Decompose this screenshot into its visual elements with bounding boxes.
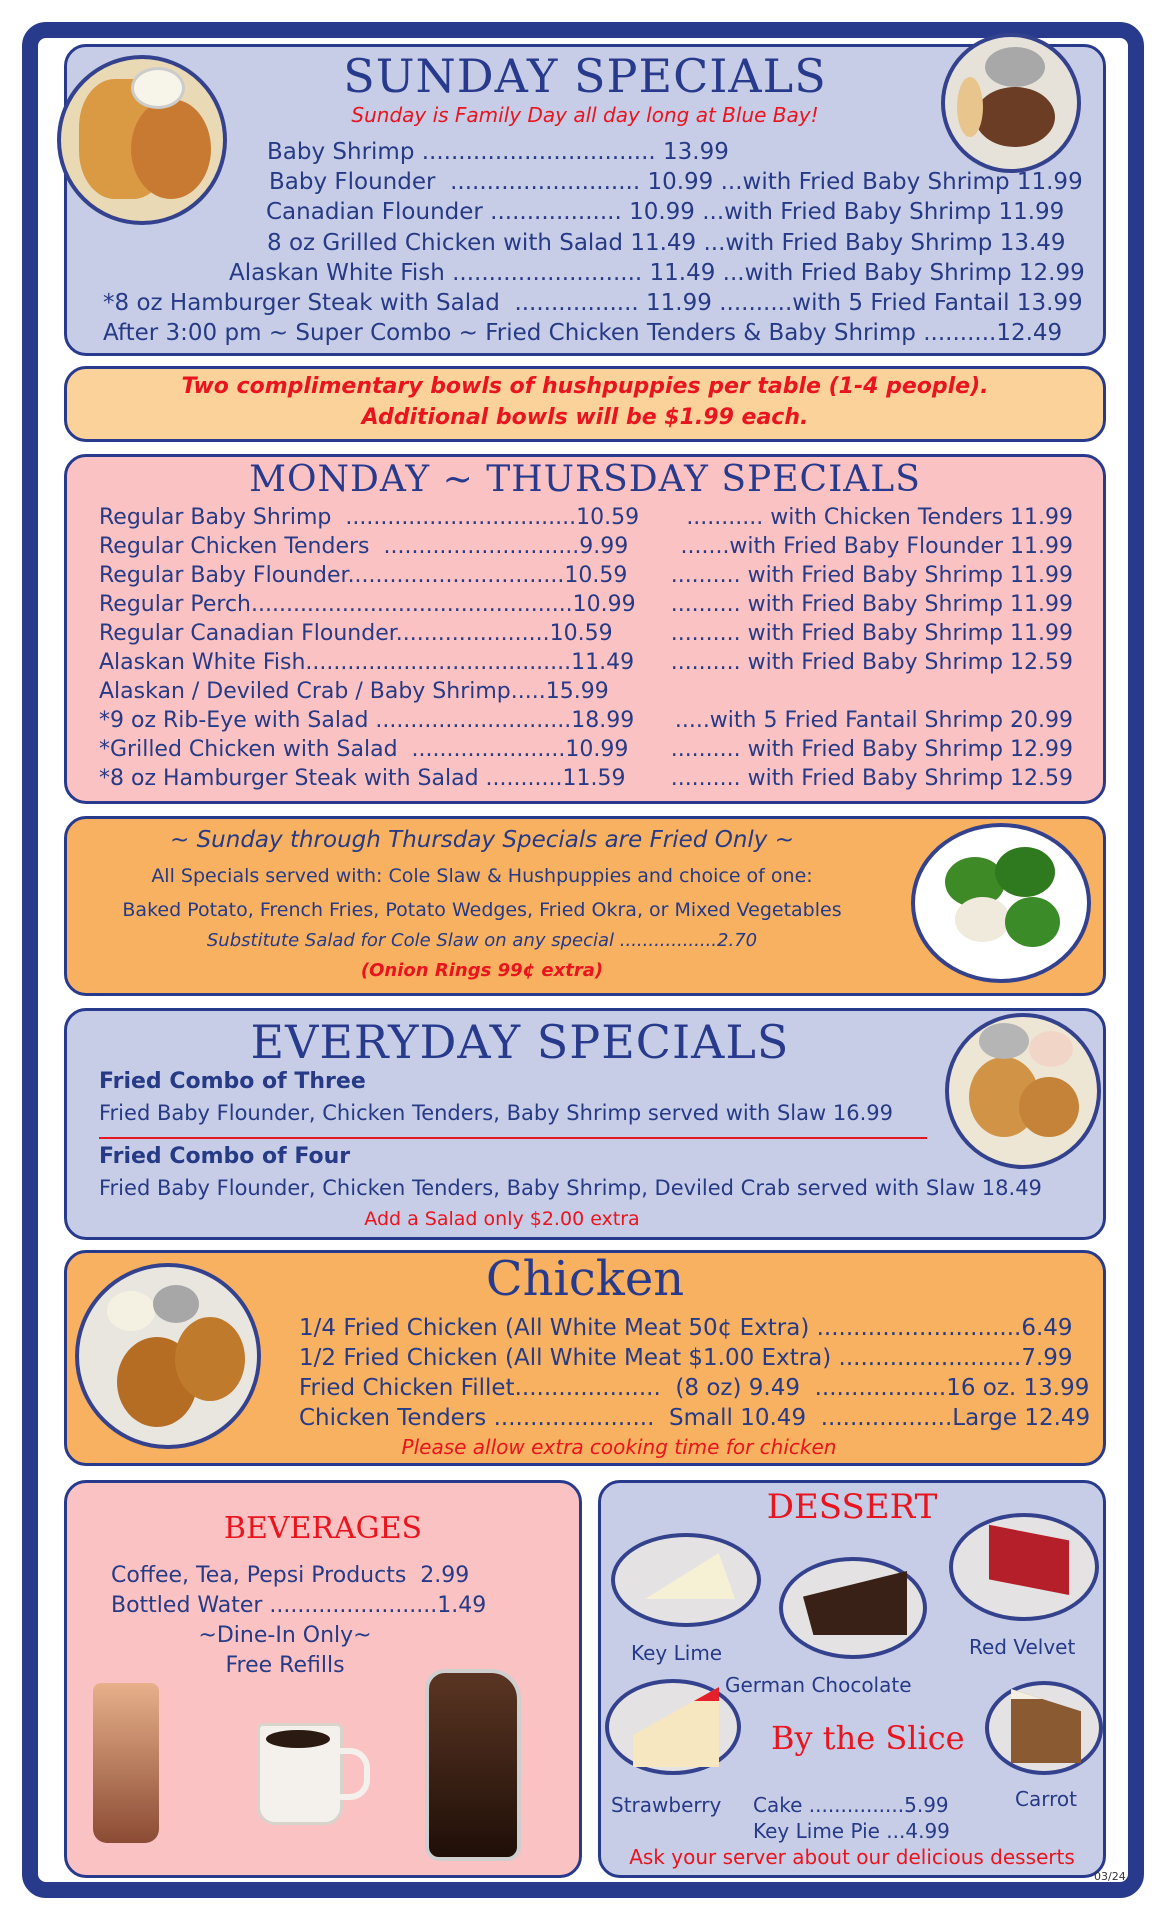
- red-velvet-cake-image: [949, 1513, 1099, 1621]
- carrot-cake-image: [985, 1681, 1103, 1775]
- sides-line-1: All Specials served with: Cole Slaw & Hushpuppies and choice of one:: [151, 865, 813, 887]
- chicken-title: Chicken: [485, 1251, 685, 1307]
- monday-row-item: Regular Baby Flounder...............................10.59: [99, 563, 628, 588]
- shrimp-fries-plate-image: [57, 55, 227, 225]
- german-chocolate-label: German Chocolate: [725, 1673, 912, 1697]
- salad-extra-note: Add a Salad only $2.00 extra: [364, 1208, 640, 1230]
- strawberry-cheesecake-image: [605, 1679, 741, 1775]
- sunday-title: SUNDAY SPECIALS: [343, 49, 827, 103]
- monday-row-item: Regular Canadian Flounder......................10.59: [99, 621, 613, 646]
- chicken-row: 1/4 Fried Chicken (All White Meat 50¢ Extra) ............................6.49: [299, 1315, 1073, 1341]
- by-the-slice-heading: By the Slice: [771, 1719, 965, 1757]
- monday-row-item: Alaskan / Deviled Crab / Baby Shrimp.....15.99: [99, 679, 609, 704]
- monday-row-combo: .......... with Fried Baby Shrimp 11.99: [670, 621, 1073, 646]
- hushpuppies-line-2: Additional bowls will be $1.99 each.: [361, 405, 809, 430]
- beverages-line-2: Bottled Water ........................1.49: [111, 1593, 487, 1618]
- sunday-row: *8 oz Hamburger Steak with Salad ................. 11.99 ..........with 5 Fried Fantail 13.99: [103, 290, 1083, 316]
- dessert-title: DESSERT: [766, 1487, 938, 1527]
- monday-row-item: Alaskan White Fish......................................11.49: [99, 650, 635, 675]
- beverages-line-1: Coffee, Tea, Pepsi Products 2.99: [111, 1563, 470, 1588]
- chicken-row: 1/2 Fried Chicken (All White Meat $1.00 Extra) .........................7.99: [299, 1345, 1073, 1371]
- beverages-line-3: ~Dine-In Only~: [198, 1623, 372, 1648]
- key-lime-label: Key Lime: [631, 1641, 723, 1665]
- chicken-row: Chicken Tenders ...................... Small 10.49 ..................Large 12.49: [299, 1405, 1091, 1431]
- everyday-specials-panel: [64, 1008, 1106, 1240]
- monday-row-combo: .......... with Fried Baby Shrimp 11.99: [670, 563, 1073, 588]
- sunday-row: After 3:00 pm ~ Super Combo ~ Fried Chicken Tenders & Baby Shrimp ..........12.49: [103, 320, 1063, 346]
- monday-thursday-panel: [64, 454, 1106, 804]
- key-lime-pie-price: Key Lime Pie ...4.99: [753, 1819, 950, 1843]
- combo-four-name: Fried Combo of Four: [99, 1144, 351, 1169]
- monday-title: MONDAY ~ THURSDAY SPECIALS: [249, 459, 921, 500]
- vegetables-plate-image: [911, 823, 1091, 983]
- sides-line-3: Substitute Salad for Cole Slaw on any special .................2.70: [206, 930, 758, 951]
- combo-four-desc: Fried Baby Flounder, Chicken Tenders, Baby Shrimp, Deviled Crab served with Slaw 18.49: [99, 1176, 1042, 1200]
- hushpuppies-line-1: Two complimentary bowls of hushpuppies per table (1-4 people).: [181, 374, 989, 399]
- monday-row-item: Regular Perch..............................................10.99: [99, 592, 636, 617]
- beverages-panel: [64, 1480, 582, 1878]
- everyday-title: EVERYDAY SPECIALS: [250, 1015, 790, 1069]
- red-velvet-label: Red Velvet: [969, 1635, 1076, 1659]
- sides-title: ~ Sunday through Thursday Specials are Fried Only ~: [170, 827, 794, 853]
- monday-row-item: *8 oz Hamburger Steak with Salad ...........11.59: [99, 766, 626, 791]
- pitcher-image: [425, 1669, 521, 1861]
- carrot-label: Carrot: [1015, 1787, 1077, 1811]
- combo-divider: [99, 1137, 927, 1139]
- german-chocolate-cake-image: [779, 1557, 927, 1659]
- monday-row-combo: .......... with Fried Baby Shrimp 11.99: [670, 592, 1073, 617]
- beverages-line-4: Free Refills: [225, 1653, 345, 1678]
- coffee-mug-image: [257, 1723, 343, 1825]
- sunday-specials-panel: [64, 44, 1106, 356]
- chicken-row: Fried Chicken Fillet.................... (8 oz) 9.49 ..................16 oz. 13.99: [299, 1375, 1090, 1401]
- strawberry-label: Strawberry: [611, 1793, 722, 1817]
- sides-line-2: Baked Potato, French Fries, Potato Wedges, Fried Okra, or Mixed Vegetables: [122, 899, 842, 921]
- ask-server-note: Ask your server about our delicious desserts: [629, 1845, 1075, 1869]
- sunday-row: 8 oz Grilled Chicken with Salad 11.49 ...with Fried Baby Shrimp 13.49: [267, 230, 1066, 256]
- menu-version-code: 03/24: [1094, 1870, 1126, 1883]
- chicken-cook-note: Please allow extra cooking time for chicken: [401, 1435, 837, 1459]
- sunday-row: Canadian Flounder .................. 10.99 ...with Fried Baby Shrimp 11.99: [266, 199, 1065, 225]
- dessert-panel: [598, 1480, 1106, 1878]
- beverages-title: BEVERAGES: [223, 1511, 423, 1546]
- monday-row-item: Regular Chicken Tenders ............................9.99: [99, 534, 629, 559]
- onion-rings-note: (Onion Rings 99¢ extra): [360, 960, 604, 981]
- chicken-panel: [64, 1250, 1106, 1466]
- key-lime-pie-image: [611, 1533, 761, 1627]
- monday-row-combo: .......... with Fried Baby Shrimp 12.59: [670, 650, 1073, 675]
- monday-row-combo: .....with 5 Fried Fantail Shrimp 20.99: [674, 708, 1073, 733]
- combo-three-desc: Fried Baby Flounder, Chicken Tenders, Baby Shrimp served with Slaw 16.99: [99, 1101, 893, 1125]
- combo-three-name: Fried Combo of Three: [99, 1069, 366, 1094]
- iced-tea-glass-image: [93, 1683, 159, 1843]
- monday-row-item: *Grilled Chicken with Salad ......................10.99: [99, 737, 629, 762]
- hushpuppies-notice: [64, 366, 1106, 442]
- sunday-row: Alaskan White Fish .......................... 11.49 ...with Fried Baby Shrimp 12.99: [229, 260, 1085, 286]
- monday-row-combo: .......... with Fried Baby Shrimp 12.99: [670, 737, 1073, 762]
- sides-panel: [64, 816, 1106, 996]
- monday-row-combo: .......with Fried Baby Flounder 11.99: [680, 534, 1073, 559]
- sunday-subtitle: Sunday is Family Day all day long at Blue Bay!: [351, 103, 819, 127]
- combo-plate-image: [945, 1013, 1101, 1169]
- monday-row-combo: .......... with Fried Baby Shrimp 12.59: [670, 766, 1073, 791]
- fried-chicken-plate-image: [75, 1263, 261, 1449]
- cake-price: Cake ...............5.99: [753, 1793, 949, 1817]
- monday-row-item: *9 oz Rib-Eye with Salad ............................18.99: [99, 708, 635, 733]
- monday-row-item: Regular Baby Shrimp .................................10.59: [99, 505, 640, 530]
- monday-row-combo: ........... with Chicken Tenders 11.99: [686, 505, 1073, 530]
- sunday-row: Baby Shrimp ................................ 13.99: [267, 139, 729, 165]
- steak-plate-image: [941, 33, 1081, 173]
- sunday-row: Baby Flounder .......................... 10.99 ...with Fried Baby Shrimp 11.99: [269, 169, 1083, 195]
